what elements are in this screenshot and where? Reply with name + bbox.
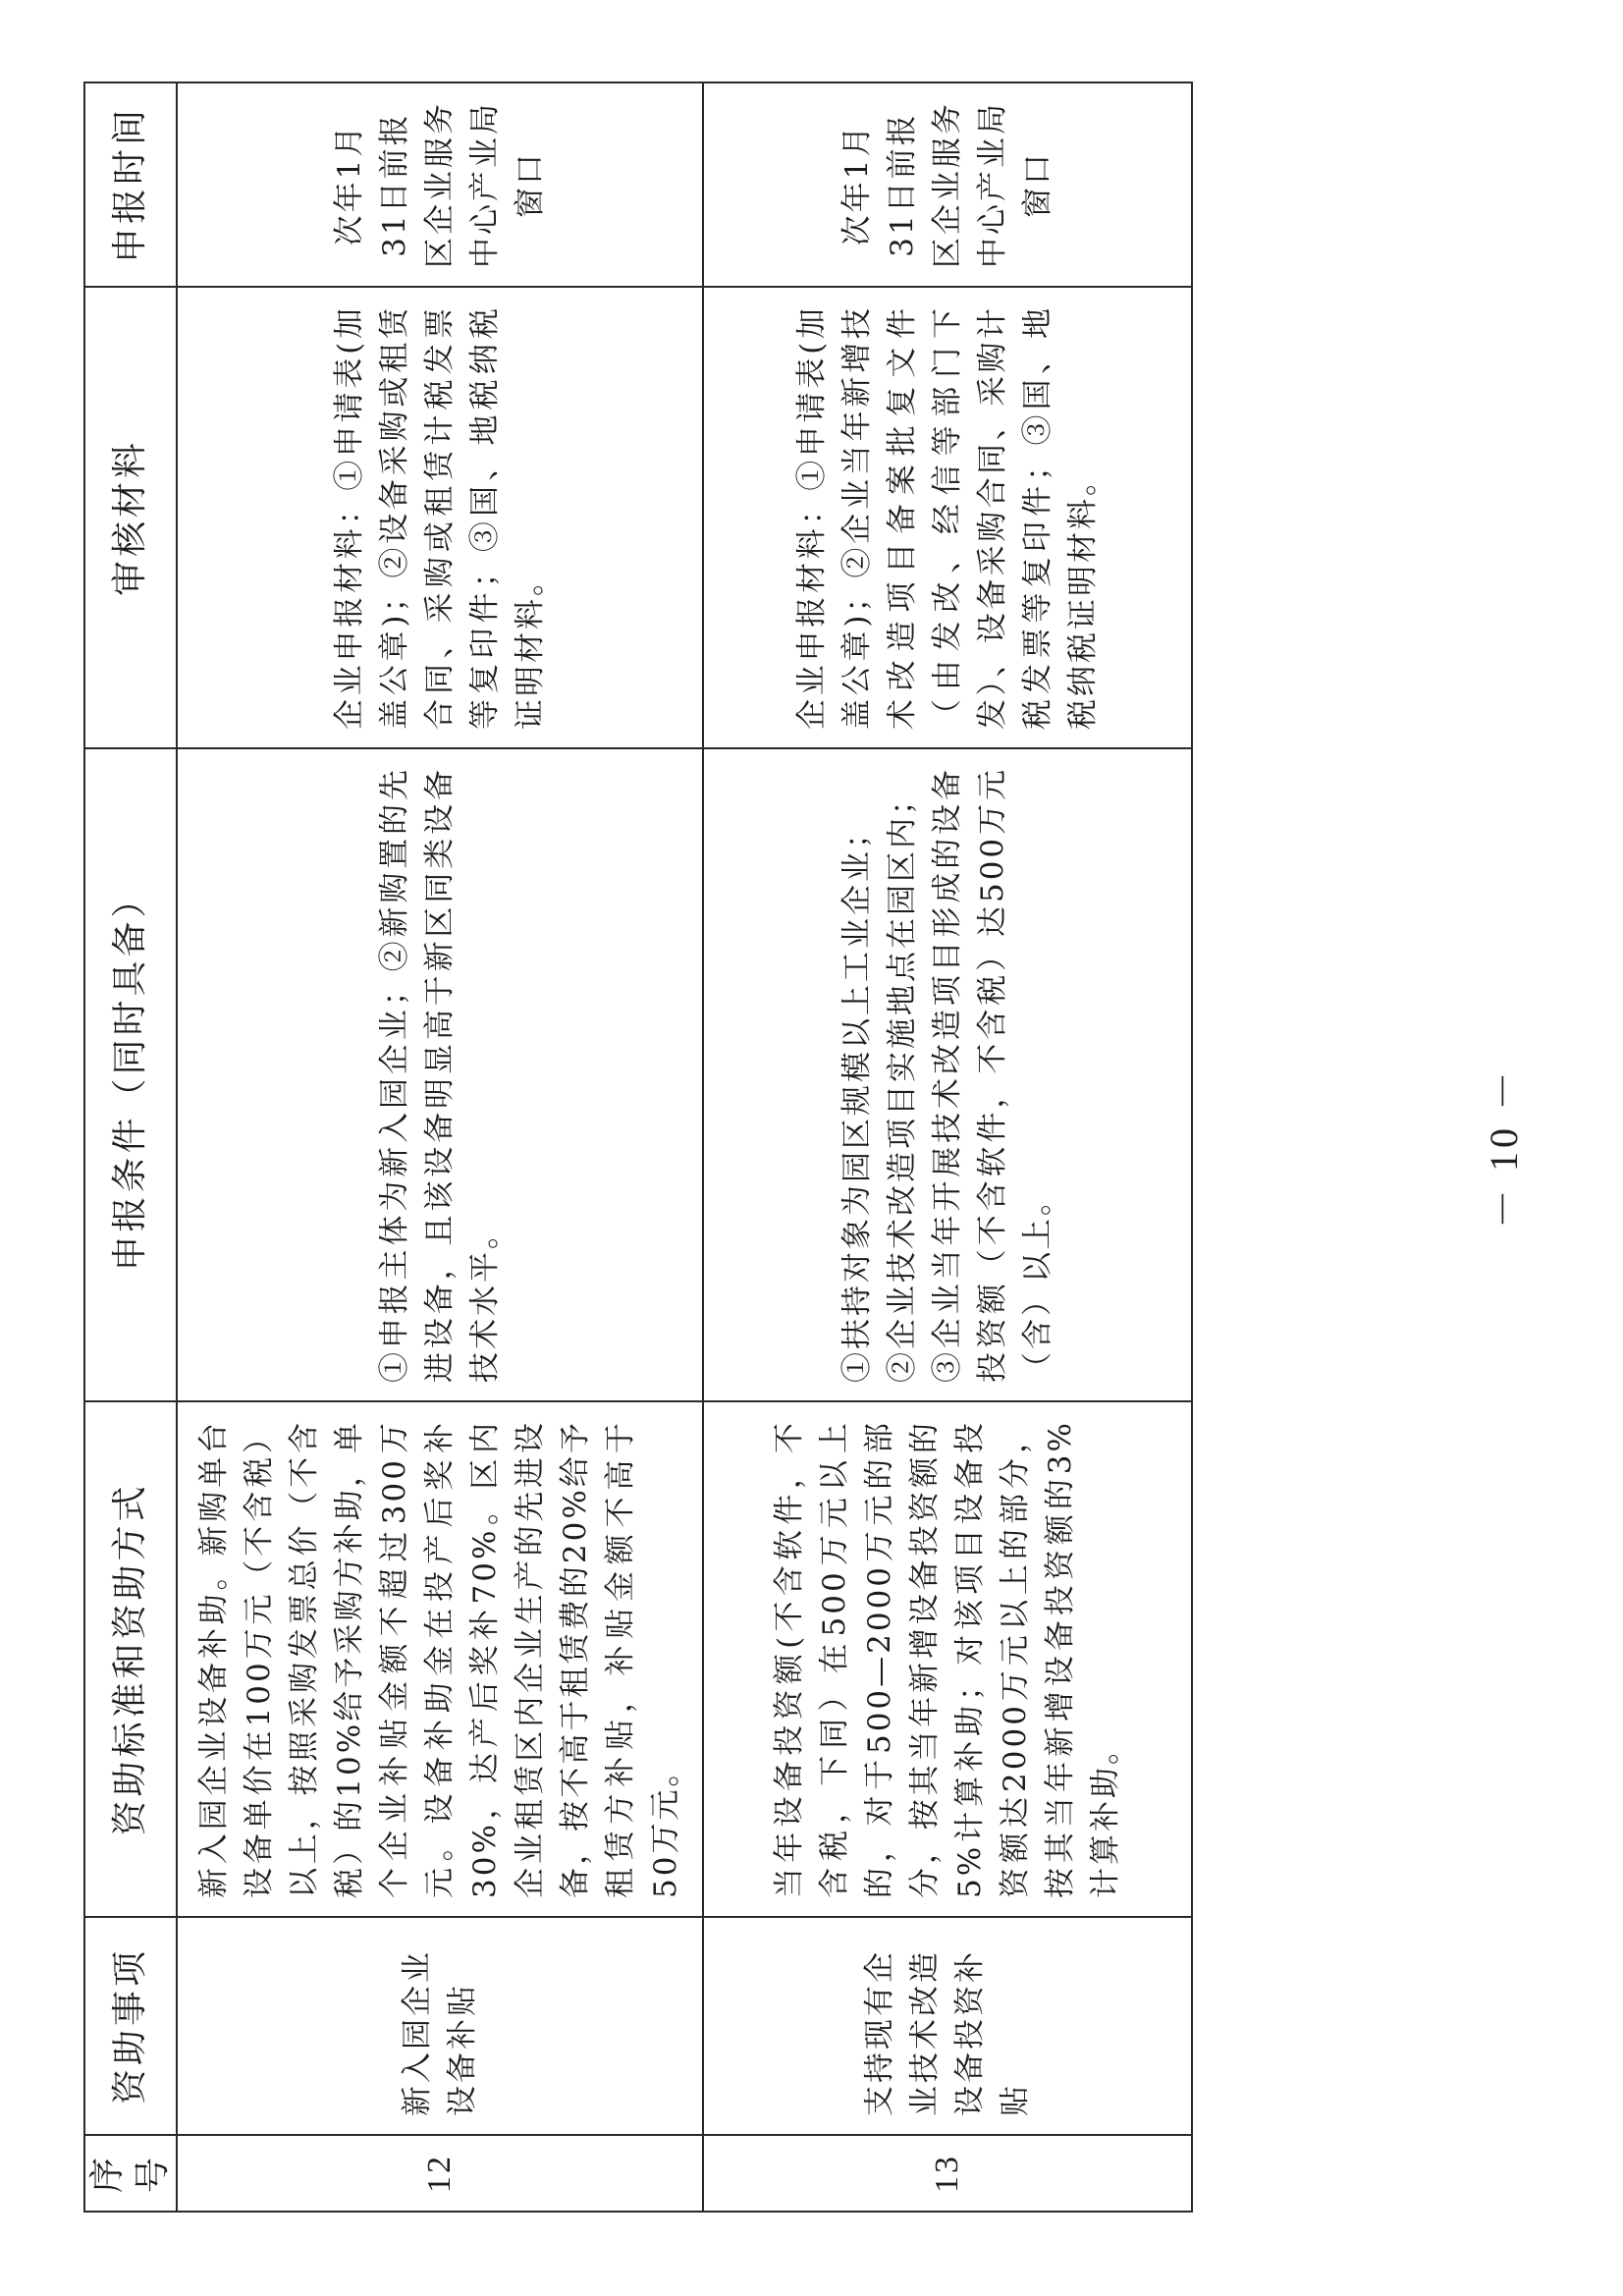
- table-header-row: [84, 82, 177, 2212]
- header-conditions: 申报条件（同时具备）: [84, 748, 177, 1401]
- row-conditions: ①申报主体为新入园企业；②新购置的先进设备，且该设备明显高于新区同类设备技术水平。: [177, 748, 703, 1401]
- subsidy-table: [83, 82, 1193, 2213]
- row-materials: 企业申报材料：①申请表(加盖公章)；②企业当年新增技术改造项目备案批复文件（由发改、经信等部门下发）、设备采购合同、采购计税发票等复印件；③国、地税纳税证明材料。: [703, 287, 1192, 748]
- row-time: 次年1月31日前报区企业服务中心产业局窗口: [177, 82, 703, 287]
- header-standard: 资助标准和资助方式: [84, 1401, 177, 1917]
- row-num: 13: [703, 2135, 1192, 2212]
- header-item: 资助事项: [84, 1917, 177, 2135]
- row-materials: 企业申报材料：①申请表(加盖公章)；②设备采购或租赁合同、采购或租赁计税发票等复印件；③国、地税纳税证明材料。: [177, 287, 703, 748]
- row-num: 12: [177, 2135, 703, 2212]
- header-materials: 审核材料: [84, 287, 177, 748]
- row-standard: 当年设备投资额(不含软件，不含税，下同）在500万元以上的，对于500—2000万元的部分，按其当年新增设备投资额的5%计算补助；对该项目设备投资额达2000万元以上的部分，按其当年新增设备投资额的3%计算补助。: [703, 1401, 1192, 1917]
- row-time: 次年1月31日前报区企业服务中心产业局窗口: [703, 82, 1192, 287]
- table-row: [177, 82, 703, 2212]
- header-num: 序号: [84, 2135, 177, 2212]
- row-standard: 新入园企业设备补助。新购单台设备单价在100万元（不含税）以上，按照采购发票总价（不含税）的10%给予采购方补助，单个企业补贴金额不超过300万元。设备补助金在投产后奖补30%，达产后奖补70%。区内企业租赁区内企业生产的先进设备，按不高于租赁费的20%给予租赁方补贴，补贴金额不高于50万元。: [177, 1401, 703, 1917]
- page-number: － 10 －: [1482, 1067, 1526, 1229]
- header-time: 申报时间: [84, 82, 177, 287]
- table-row: [703, 82, 1192, 2212]
- row-item: 新入园企业设备补贴: [177, 1917, 703, 2135]
- row-item: 支持现有企业技术改造设备投资补贴: [703, 1917, 1192, 2135]
- row-conditions: ①扶持对象为园区规模以上工业企业； ②企业技术改造项目实施地点在园区内； ③企业当年开展技术改造项目形成的设备投资额（不含软件，不含税）达500万元（含）以上。: [703, 748, 1192, 1401]
